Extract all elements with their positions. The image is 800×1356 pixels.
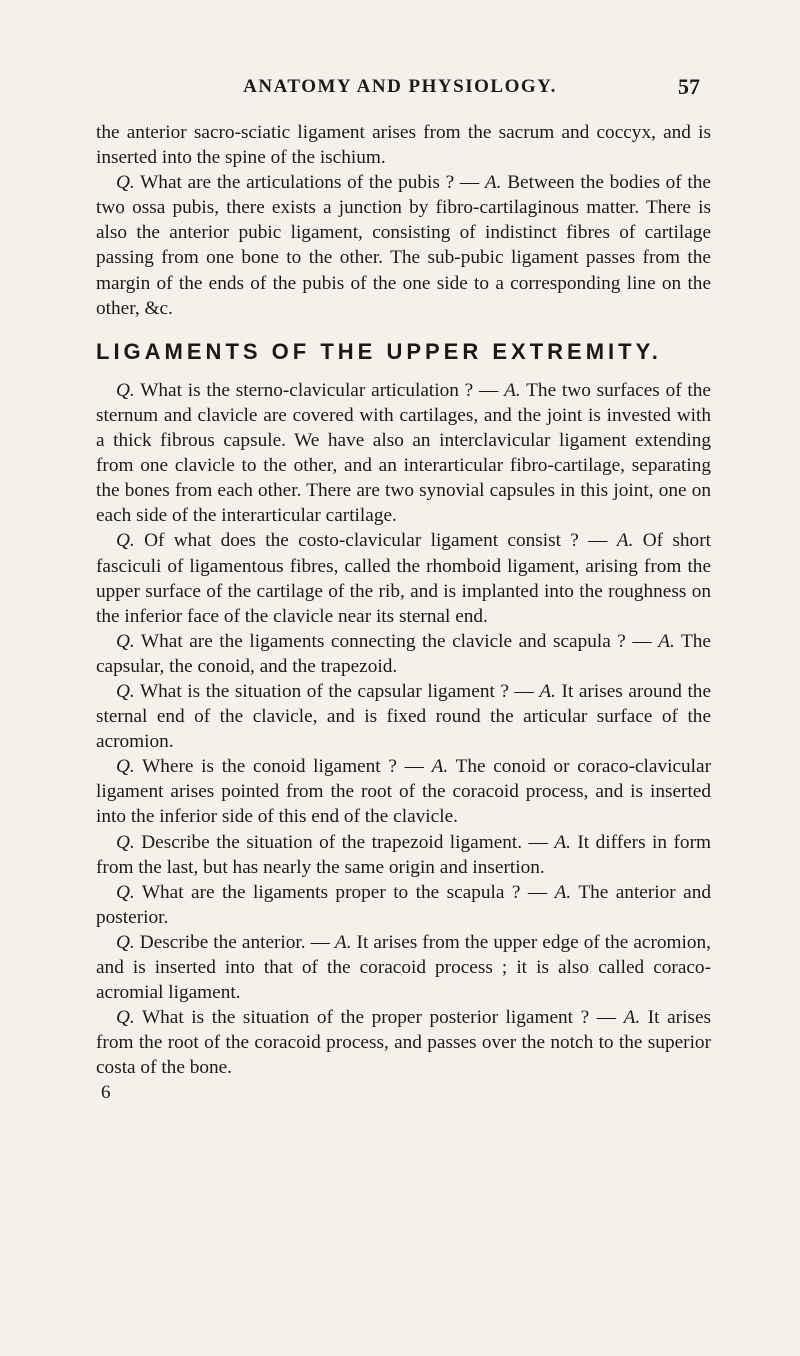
question-mark-label: Q. <box>116 172 135 194</box>
question-mark-label: Q. <box>116 630 135 652</box>
answer-text: It differs in form from the last, but has nearly the same origin and insertion. <box>96 831 711 878</box>
answer-text: Between the bodies of the two ossa pubis, there exists a junction by fibro-cartilaginous matter. There is also the anterior pubic ligament, consisting of indistinct fibres of cartilage passing from one bone to the other. The sub-pubic ligament passes from the margin of the ends of the pubis of the one side to a corresponding line on the other, &c. <box>96 172 711 319</box>
qa-paragraph <box>96 679 711 754</box>
page-number: 57 <box>678 74 700 99</box>
body-text <box>96 120 711 1106</box>
qa-paragraph <box>96 930 711 1005</box>
answer-text: The two surfaces of the sternum and clavicle are covered with cartilages, and the joint is invested with a thick fibrous capsule. We have also an interclavicular ligament extending from one clavicle to the other, and an interarticular fibro-cartilage, separating the bones from each other. There are two synovial capsules in this joint, one on each side of the interarticular cartilage. <box>96 379 711 527</box>
answer-text: It arises from the root of the coracoid process, and passes over the notch to the superior costa of the bone. <box>96 1007 711 1079</box>
paragraph <box>96 170 711 321</box>
answer-text: The conoid or coraco-clavicular ligament arises pointed from the root of the coracoid process, and is inserted into the inferior side of this end of the clavicle. <box>96 756 711 828</box>
answer-mark-label: A. <box>623 1007 641 1029</box>
question-text: Describe the situation of the trapezoid ligament. — <box>134 831 555 853</box>
question-mark-label: Q. <box>116 680 135 702</box>
question-mark-label: Q. <box>116 379 135 401</box>
answer-mark-label: A. <box>616 530 634 552</box>
answer-mark-label: A. <box>484 172 502 194</box>
answer-mark-label: A. <box>554 881 572 903</box>
qa-paragraph <box>96 754 711 829</box>
qa-paragraph <box>96 528 711 628</box>
qa-paragraph <box>96 378 711 529</box>
answer-text: It arises from the upper edge of the acromion, and is inserted into that of the coracoid process ; it is also called coraco-acromial ligament. <box>96 931 711 1004</box>
question-mark-label: Q. <box>116 1007 135 1029</box>
section-heading: LIGAMENTS OF THE UPPER EXTREMITY. <box>96 338 662 364</box>
signature-mark: 6 <box>101 1082 111 1104</box>
question-text: Describe the anterior. — <box>134 931 335 953</box>
answer-text: The capsular, the conoid, and the trapezoid. <box>96 630 711 677</box>
qa-paragraph <box>96 830 711 880</box>
answer-text: Of short fasciculi of ligamentous fibres, called the rhomboid ligament, arising from the upper surface of the cartilage of the rib, and is implanted into the roughness on the inferior face of the clavicle near its sternal end. <box>96 530 711 627</box>
question-mark-label: Q. <box>116 881 135 903</box>
question-text: What are the ligaments proper to the scapula ? — <box>134 881 555 903</box>
qa-paragraph <box>96 880 711 930</box>
answer-mark-label: A. <box>504 379 521 401</box>
answer-mark-label: A. <box>334 931 352 953</box>
answer-text: It arises around the sternal end of the clavicle, and is fixed round the articular surface of the acromion. <box>96 680 712 753</box>
question-text: What are the ligaments connecting the clavicle and scapula ? — <box>134 630 659 652</box>
question-text: What is the sterno-clavicular articulation ? — <box>134 379 505 401</box>
question-text: What is the situation of the proper posterior ligament ? — <box>134 1007 624 1029</box>
answer-mark-label: A. <box>539 680 556 702</box>
running-head <box>0 76 800 106</box>
question-mark-label: Q. <box>116 831 135 853</box>
question-text: What is the situation of the capsular ligament ? — <box>134 680 540 702</box>
answer-text: The anterior and posterior. <box>96 881 711 928</box>
paragraph <box>96 120 711 170</box>
paragraph-text: the anterior sacro-sciatic ligament arises from the sacrum and coccyx, and is inserted into the spine of the ischium. <box>96 122 711 169</box>
qa-paragraph <box>96 1005 711 1080</box>
question-mark-label: Q. <box>116 756 135 778</box>
answer-mark-label: A. <box>658 630 675 652</box>
answer-mark-label: A. <box>431 756 449 778</box>
qa-paragraph <box>96 629 711 679</box>
question-mark-label: Q. <box>116 530 135 552</box>
question-mark-label: Q. <box>116 931 135 953</box>
running-title: ANATOMY AND PHYSIOLOGY. <box>243 76 557 97</box>
answer-mark-label: A. <box>554 831 571 853</box>
question-text: Where is the conoid ligament ? — <box>134 756 432 778</box>
question-text: Of what does the costo-clavicular ligament consist ? — <box>134 530 617 552</box>
question-text: What are the articulations of the pubis ? — <box>134 172 485 194</box>
